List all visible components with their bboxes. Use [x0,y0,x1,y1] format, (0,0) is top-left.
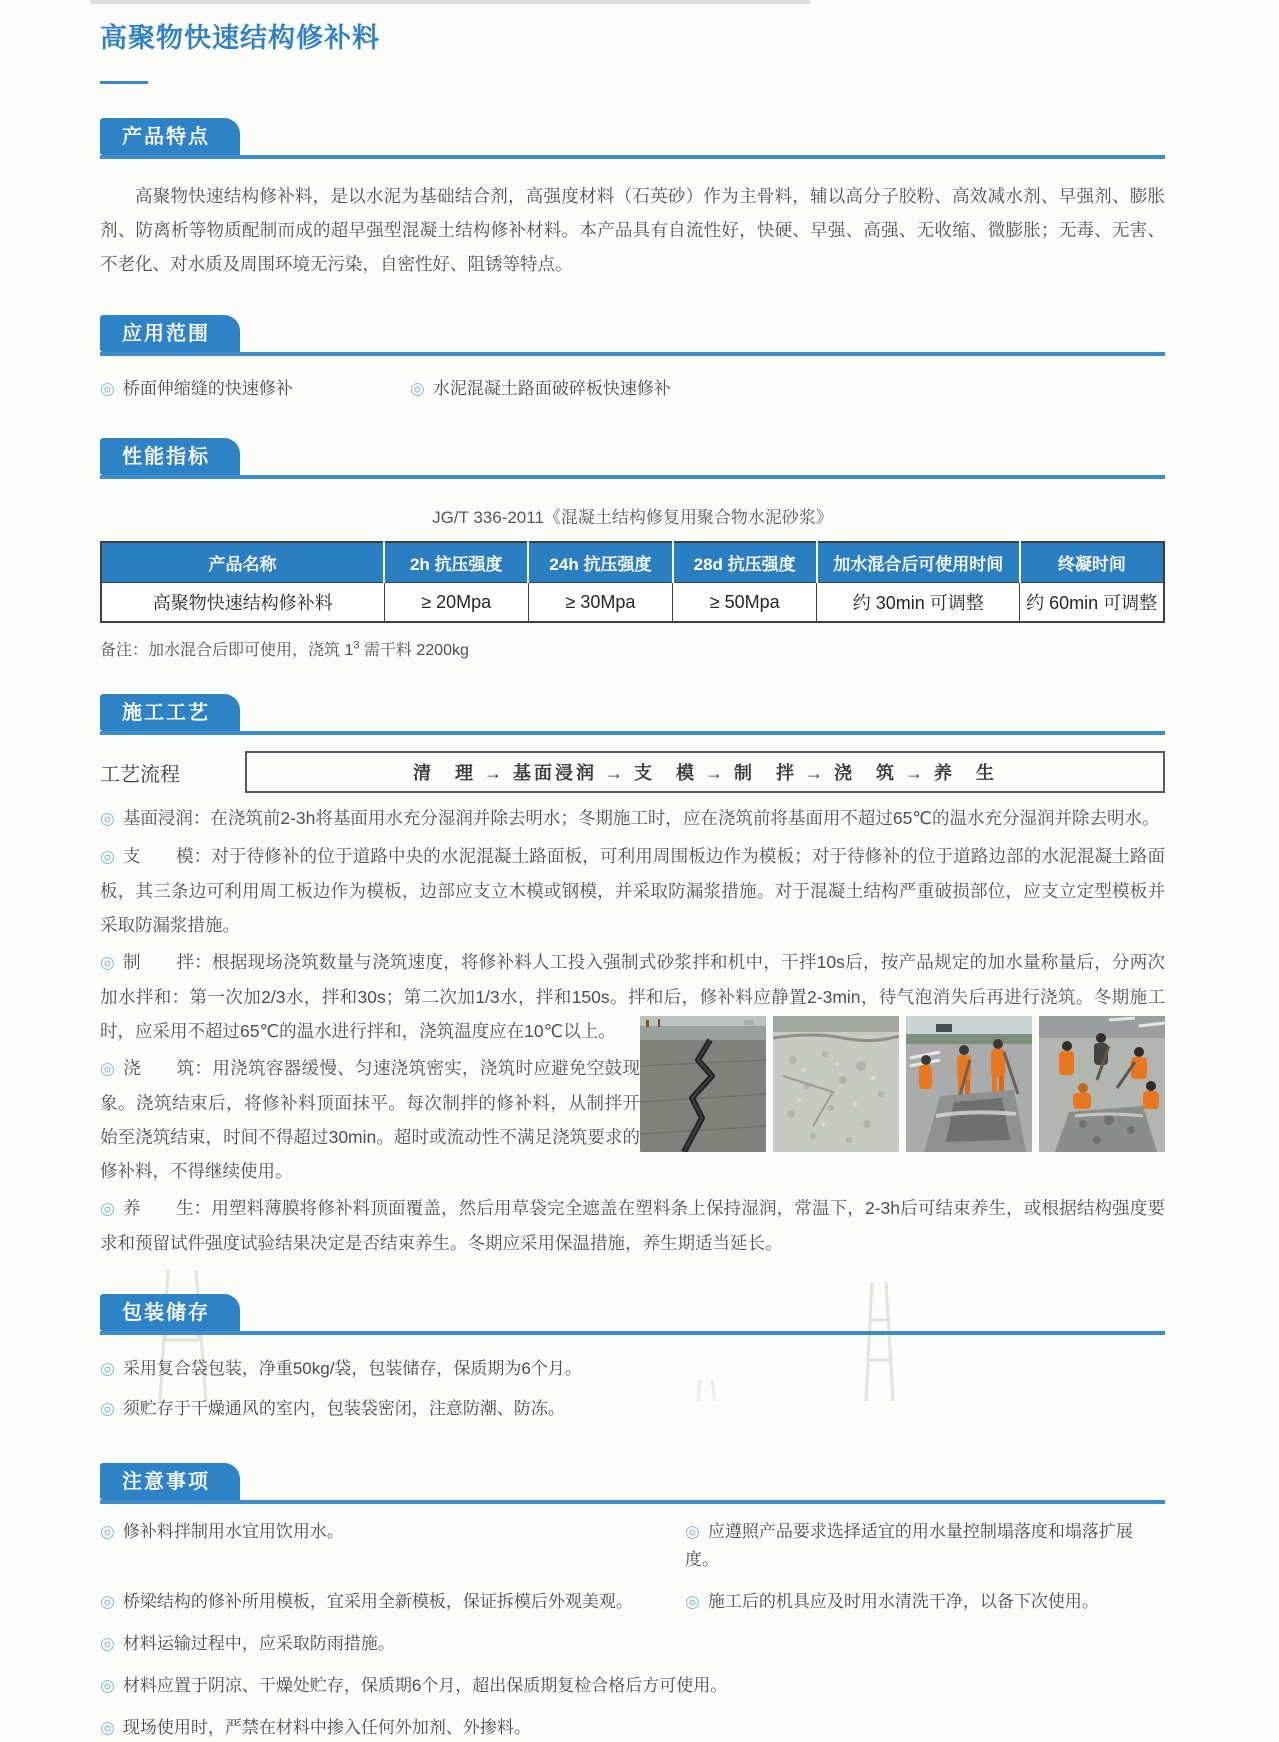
process-steps [100,801,1165,1260]
ring-bullet-icon: ◎ [100,1592,115,1611]
list-item: ◎ 施工后的机具应及时用水清洗干净，以备下次使用。 [685,1592,1099,1611]
list-item [100,374,410,404]
ring-bullet-icon: ◎ [100,1059,116,1078]
page-title: 高聚物快速结构修补料 [100,23,380,53]
section-process [100,694,1165,1260]
ring-bullet-icon: ◎ [100,1359,115,1378]
flow-label: 工艺流程 [100,763,180,786]
photo-cracked-concrete-pavement [640,1016,766,1152]
process-step: ◎ 制 拌：根据现场浇筑数量与浇筑速度，将修补料人工投入强制式砂浆拌和机中，干拌10s后，按产品规定的加水量称量后，分两次加水拌和：第一次加2/3水，拌和30s；第二次加1/3水，拌和150s。拌和后，修补料应静置2-3min，待气泡消失后再进行浇筑。冬期施工时，应采用不超过65℃的温水进行拌和，浇筑温度应在10℃以上。 [100,952,1165,1041]
features-paragraph: 高聚物快速结构修补料，是以水泥为基础结合剂，高强度材料（石英砂）作为主骨料，辅以高分子胶粉、高效减水剂、早强剂、膨胀剂、防离析等物质配制而成的超早强型混凝土结构修补材料。本产品具有自流性好，快硬、早强、高强、无收缩、微膨胀；无毒、无害、不老化、对水质及周围环境无污染，自密性好、阻锈等特点。 [100,186,1165,274]
ring-bullet-icon: ◎ [100,809,115,828]
applications-list [100,374,1165,404]
list-item [410,374,671,404]
ring-bullet-icon: ◎ [100,1718,115,1737]
table-cell: ≥ 30Mpa [528,583,672,623]
ring-bullet-icon: ◎ [685,1592,700,1611]
ring-bullet-icon: ◎ [100,379,115,398]
process-step: ◎ 基面浸润：在浇筑前2-3h将基面用水充分湿润并除去明水；冬期施工时，应在浇筑前将基面用不超过65℃的温水充分湿润并除去明水。 [100,808,1160,828]
photo-workers-repairing-road [906,1016,1032,1152]
section-features [100,118,1165,281]
column-header: 24h 抗压强度 [528,542,672,583]
section-tab-features: 产品特点 [100,118,240,155]
flow-chart-box: 清 理 → 基面浸润 → 支 模 → 制 拌 → 浇 筑 → 养 生 [245,751,1165,793]
column-header: 28d 抗压强度 [673,542,817,583]
section-storage [100,1294,1165,1429]
photo-workers-placing-repair-material [1039,1016,1165,1152]
section-header-process [100,694,1165,735]
process-step-with-photos [100,1048,1165,1188]
section-header-storage [100,1294,1165,1335]
list-item: ◎ 应遵照产品要求选择适宜的用水量控制塌落度和塌落扩展度。 [685,1522,1133,1569]
list-item: ◎ 修补料拌制用水宜用饮用水。 [100,1522,344,1541]
ring-bullet-icon: ◎ [685,1522,700,1541]
section-tab-applications: 应用范围 [100,315,240,352]
table-cell: 高聚物快速结构修补料 [101,583,384,623]
ring-bullet-icon: ◎ [100,953,116,972]
site-photo-strip [640,1016,1165,1152]
ring-bullet-icon: ◎ [100,1634,115,1653]
list-item: ◎ 材料应置于阴凉、干燥处贮存，保质期6个月，超出保质期复检合格后方可使用。 [100,1676,728,1695]
section-precautions [100,1463,1165,1742]
table-cell: ≥ 20Mpa [384,583,528,623]
section-header-performance [100,438,1165,479]
table-row [101,583,1164,623]
ring-bullet-icon: ◎ [100,847,115,866]
list-item: ◎ 材料运输过程中，应采取防雨措施。 [100,1634,395,1653]
application-item-label: 桥面伸缩缝的快速修补 [122,379,293,398]
section-header-precautions [100,1463,1165,1504]
ring-bullet-icon: ◎ [100,1199,115,1218]
title-underline [100,81,148,84]
table-cell: ≥ 50Mpa [673,583,817,623]
precautions-grid [100,1518,1165,1616]
list-item: ◎ 采用复合袋包装，净重50kg/袋，包装储存，保质期为6个月。 [100,1359,582,1378]
process-step: ◎ 养 生：用塑料薄膜将修补料顶面覆盖，然后用草袋完全遮盖在塑料条上保持湿润，常温下，2-3h后可结束养生，或根据结构强度要求和预留试件强度试验结果决定是否结束养生。冬期应采用保温措施，养生期适当延长。 [100,1198,1165,1253]
section-header-features [100,118,1165,159]
table-cell: 约 30min 可调整 [817,583,1020,623]
section-tab-precautions: 注意事项 [100,1463,240,1500]
precautions-list [100,1518,1165,1742]
ring-bullet-icon: ◎ [410,379,425,398]
photo-broken-concrete-slab [773,1016,899,1152]
application-item-label: 水泥混凝土路面破碎板快速修补 [432,379,671,398]
section-header-applications [100,315,1165,356]
process-step: ◎ 浇 筑：用浇筑容器缓慢、匀速浇筑密实，浇筑时应避免空鼓现象。浇筑结束后，将修补料顶面抹平。每次制拌的修补料，从制拌开始至浇筑结束，时间不得超过30min。超时或流动性不满足浇筑要求的修补料，不得继续使用。 [100,1058,640,1181]
column-header: 产品名称 [101,542,384,583]
section-performance [100,438,1165,660]
precautions-singles [100,1630,1165,1742]
table-cell: 约 60min 可调整 [1020,583,1164,623]
ring-bullet-icon: ◎ [100,1522,115,1541]
process-step: ◎ 支 模：对于待修补的位于道路中央的水泥混凝土路面板，可利用周围板边作为模板；对于待修补的位于道路边部的水泥混凝土路面板，其三条边可利用周工板边作为模板，边部应支立木模或钢模，并采取防漏浆措施。对于混凝土结构严重破损部位，应支立定型模板并采取防漏浆措施。 [100,846,1165,935]
list-item: ◎ 桥梁结构的修补所用模板，宜采用全新模板，保证拆模后外观美观。 [100,1592,633,1611]
list-item: ◎ 须贮存于干燥通风的室内，包装袋密闭，注意防潮、防冻。 [100,1399,565,1418]
column-header: 2h 抗压强度 [384,542,528,583]
section-applications [100,315,1165,404]
section-tab-storage: 包装储存 [100,1294,240,1331]
section-tab-process: 施工工艺 [100,694,240,731]
table-note: 备注：加水混合后即可使用，浇筑 $1^3$ 需干料 2200kg [100,639,469,659]
ring-bullet-icon: ◎ [100,1399,115,1418]
ring-bullet-icon: ◎ [100,1676,115,1695]
storage-list [100,1349,1165,1429]
column-header: 加水混合后可使用时间 [817,542,1020,583]
superscript: 3 [353,639,360,652]
standard-reference: JG/T 336-2011《混凝土结构修复用聚合物水泥砂浆》 [432,508,833,527]
section-tab-performance: 性能指标 [100,438,240,475]
performance-table [100,541,1165,623]
table-header-row [101,542,1164,583]
process-flow-row [100,751,1165,793]
column-header: 终凝时间 [1020,542,1164,583]
list-item: ◎ 现场使用时，严禁在材料中掺入任何外加剂、外掺料。 [100,1718,531,1737]
